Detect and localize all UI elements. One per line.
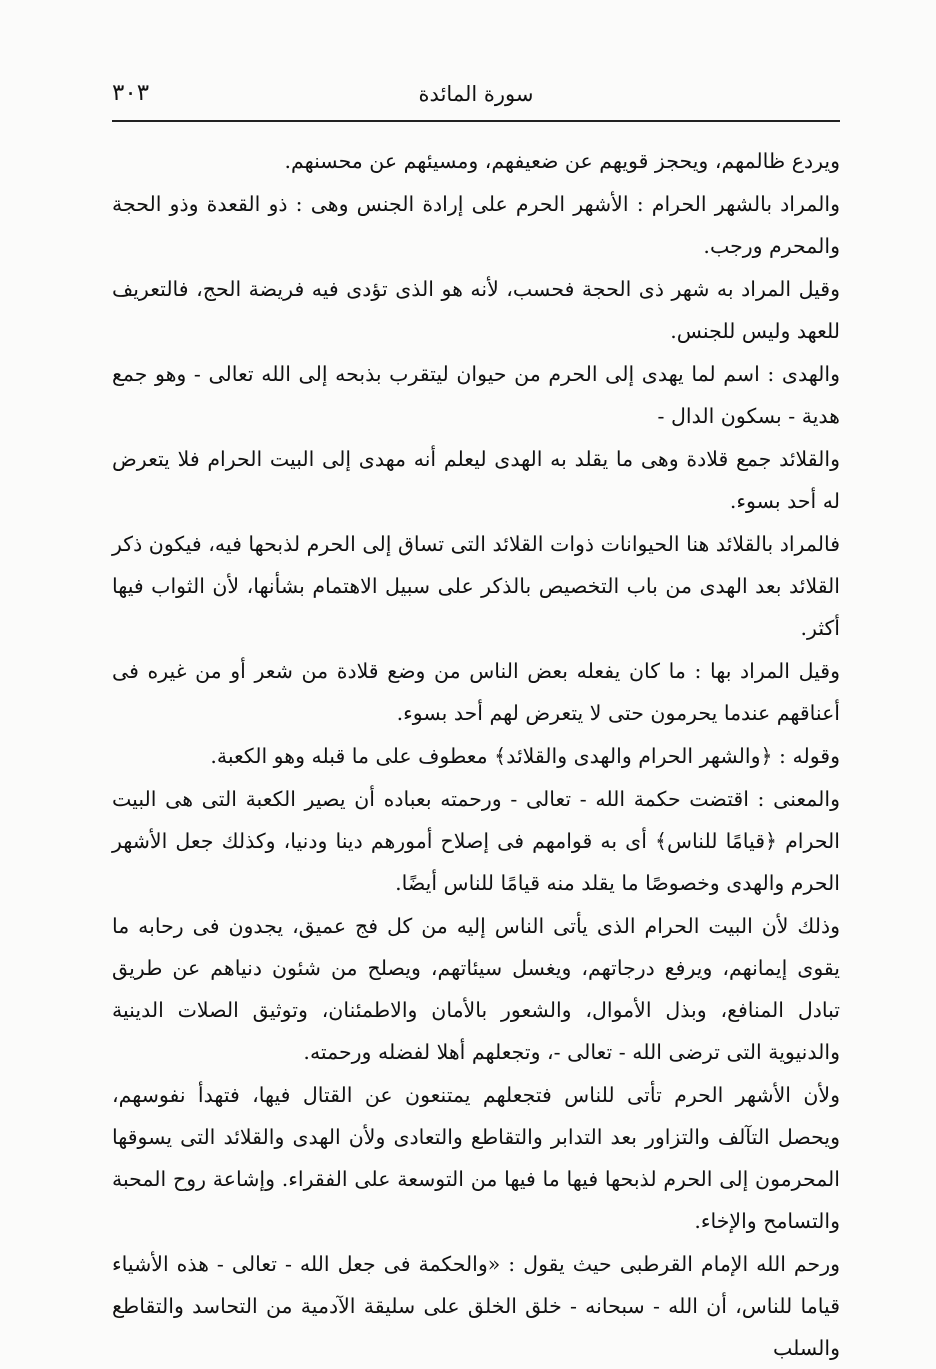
header-rule xyxy=(112,120,840,122)
paragraph: فالمراد بالقلائد هنا الحيوانات ذوات القلائد التى تساق إلى الحرم لذبحها فيه، فيكون ذكر القلائد بعد الهدى من باب التخصيص بالذكر على سبيل الاهتمام بشأنها، لأن الثواب فيها أكثر. xyxy=(112,532,840,640)
paragraph: والمعنى : اقتضت حكمة الله - تعالى - ورحمته بعباده أن يصير الكعبة التى هى البيت الحرام ﴿قيامًا للناس﴾ أى به قوامهم فى إصلاح أمورهم دينا ودنيا، وكذلك جعل الأشهر الحرم والهدى وخصوصًا ما يقلد منه قيامًا للناس أيضًا. xyxy=(112,787,840,895)
page-number: ٣٠٣ xyxy=(112,80,150,106)
paragraph: وقيل المراد به شهر ذى الحجة فحسب، لأنه هو الذى تؤدى فيه فريضة الحج، فالتعريف للعهد وليس للجنس. xyxy=(112,277,840,343)
paragraph: ويردع ظالمهم، ويحجز قويهم عن ضعيفهم، ومسيئهم عن محسنهم. xyxy=(284,149,840,173)
paragraph: ولأن الأشهر الحرم تأتى للناس فتجعلهم يمتنعون عن القتال فيها، فتهدأ نفوسهم، ويحصل التآلف والتزاور بعد التدابر والتقاطع والتعادى ولأن الهدى والقلائد التى يسوقها المحرمون إلى الحرم لذبحها فيها ما فيها من التوسعة على الفقراء. وإشاعة روح المحبة والتسامح والإخاء. xyxy=(112,1083,840,1233)
paragraph: وقوله : ﴿والشهر الحرام والهدى والقلائد﴾ معطوف على ما قبله وهو الكعبة. xyxy=(210,744,840,768)
paragraph: ورحم الله الإمام القرطبى حيث يقول : «والحكمة فى جعل الله - تعالى - هذه الأشياء قياما للناس، أن الله - سبحانه - خلق الخلق على سليقة الآدمية من التحاسد والتقاطع والسلب xyxy=(112,1252,840,1360)
paragraph: وذلك لأن البيت الحرام الذى يأتى الناس إليه من كل فج عميق، يجدون فى رحابه ما يقوى إيمانهم، ويرفع درجاتهم، ويغسل سيئاتهم، ويصلح من شئون دنياهم عن طريق تبادل المنافع، وبذل الأموال، والشعور بالأمان والاطمئنان، وتوثيق الصلات الدينية والدنيوية التى ترضى الله - تعالى -، وتجعلهم أهلا لفضله ورحمته. xyxy=(112,914,840,1064)
body-text xyxy=(112,140,840,1369)
running-title: سورة المائدة xyxy=(418,82,534,106)
paragraph: والهدى : اسم لما يهدى إلى الحرم من حيوان ليتقرب بذبحه إلى الله تعالى - وهو جمع هدية - بسكون الدال - xyxy=(112,362,840,428)
paragraph: والقلائد جمع قلادة وهى ما يقلد به الهدى ليعلم أنه مهدى إلى البيت الحرام فلا يتعرض له أحد بسوء. xyxy=(112,447,840,513)
paragraph: والمراد بالشهر الحرام : الأشهر الحرم على إرادة الجنس وهى : ذو القعدة وذو الحجة والمحرم ورجب. xyxy=(112,192,840,258)
page-header xyxy=(112,78,840,118)
paragraph: وقيل المراد بها : ما كان يفعله بعض الناس من وضع قلادة من شعر أو من غيره فى أعناقهم عندما يحرمون حتى لا يتعرض لهم أحد بسوء. xyxy=(112,659,840,725)
